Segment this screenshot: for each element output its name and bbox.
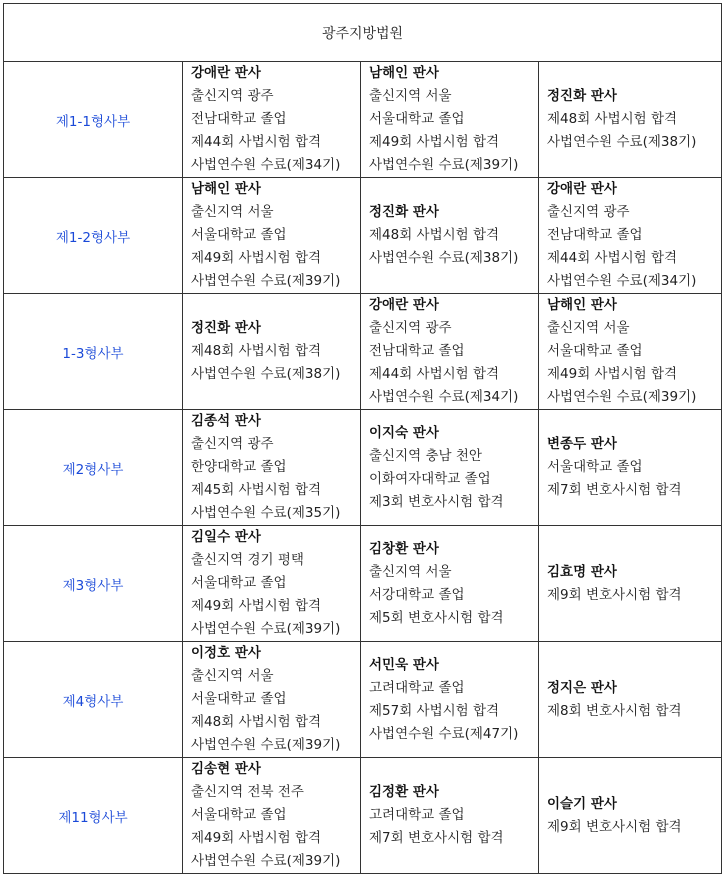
judge-credential: 서울대학교 졸업 <box>191 575 287 591</box>
judge-credential: 한양대학교 졸업 <box>191 459 287 475</box>
judge-cell <box>361 294 539 410</box>
judge-cell <box>183 62 361 178</box>
judge-credential: 사법연수원 수료(제39기) <box>191 621 341 637</box>
department-name: 제2형사부 <box>4 410 183 526</box>
roster-body <box>4 4 722 874</box>
judge-cell <box>539 294 722 410</box>
title-row <box>4 4 722 62</box>
judge-name: 이슬기 판사 <box>547 795 617 812</box>
department-name: 1-3형사부 <box>4 294 183 410</box>
judge-name: 서민욱 판사 <box>369 656 439 673</box>
judge-name: 이정호 판사 <box>191 645 261 661</box>
judge-credential: 고려대학교 졸업 <box>369 807 465 823</box>
judge-cell <box>361 642 539 758</box>
department-name: 제3형사부 <box>4 526 183 642</box>
judge-name: 변종두 판사 <box>547 436 617 452</box>
judge-credential: 서울대학교 졸업 <box>547 459 643 475</box>
judge-cell <box>183 178 361 294</box>
judge-credential: 전남대학교 졸업 <box>547 227 643 243</box>
judge-name: 강애란 판사 <box>191 65 261 81</box>
judge-name: 김종석 판사 <box>191 413 261 429</box>
judge-name: 김정환 판사 <box>369 784 439 800</box>
judge-cell <box>539 526 722 642</box>
judge-credential: 제48회 사법시험 합격 <box>369 227 500 243</box>
judge-credential: 출신지역 광주 <box>191 88 274 104</box>
judge-name: 김송현 판사 <box>191 761 261 777</box>
judge-credential: 출신지역 서울 <box>369 563 452 580</box>
judge-credential: 출신지역 서울 <box>547 320 630 336</box>
judge-credential: 사법연수원 수료(제35기) <box>191 505 341 521</box>
department-name: 제1-1형사부 <box>4 62 183 178</box>
judge-credential: 사법연수원 수료(제38기) <box>191 366 341 382</box>
judge-credential: 이화여자대학교 졸업 <box>369 470 491 487</box>
judge-credential: 제49회 사법시험 합격 <box>191 250 322 266</box>
judge-name: 남해인 판사 <box>369 65 439 81</box>
department-row <box>4 758 722 874</box>
judge-credential: 사법연수원 수료(제38기) <box>547 134 697 150</box>
judge-credential: 사법연수원 수료(제39기) <box>547 389 697 405</box>
judge-cell <box>361 410 539 526</box>
judge-credential: 제48회 사법시험 합격 <box>191 714 322 730</box>
judge-cell <box>183 410 361 526</box>
judge-name: 강애란 판사 <box>369 297 439 313</box>
judge-credential: 고려대학교 졸업 <box>369 679 465 696</box>
department-name: 제11형사부 <box>4 758 183 874</box>
judge-cell <box>539 758 722 874</box>
judge-credential: 사법연수원 수료(제34기) <box>191 157 341 173</box>
judge-credential: 제3회 변호사시험 합격 <box>369 493 504 510</box>
judge-credential: 서울대학교 졸업 <box>191 807 287 823</box>
judge-credential: 제9회 변호사시험 합격 <box>547 586 682 603</box>
judge-credential: 출신지역 광주 <box>191 436 274 452</box>
judge-credential: 제44회 사법시험 합격 <box>547 250 678 266</box>
judge-credential: 출신지역 서울 <box>191 668 274 684</box>
judge-name: 정지은 판사 <box>547 679 617 696</box>
judge-name: 강애란 판사 <box>547 181 617 197</box>
judge-cell <box>361 758 539 874</box>
judge-cell <box>539 410 722 526</box>
judge-credential: 제9회 변호사시험 합격 <box>547 818 682 835</box>
judge-credential: 제49회 사법시험 합격 <box>369 134 500 150</box>
judge-name: 정진화 판사 <box>369 204 439 220</box>
judge-credential: 제49회 사법시험 합격 <box>191 830 322 846</box>
department-row <box>4 410 722 526</box>
judge-name: 남해인 판사 <box>191 181 261 197</box>
judge-name: 김창환 판사 <box>369 540 439 557</box>
judge-credential: 제44회 사법시험 합격 <box>191 134 322 150</box>
judge-credential: 출신지역 서울 <box>369 88 452 104</box>
judge-cell <box>183 758 361 874</box>
judge-name: 정진화 판사 <box>191 320 261 336</box>
judge-credential: 사법연수원 수료(제39기) <box>191 737 341 753</box>
judge-credential: 서울대학교 졸업 <box>191 691 287 707</box>
judge-credential: 제7회 변호사시험 합격 <box>547 482 682 498</box>
department-row <box>4 642 722 758</box>
judge-cell <box>361 62 539 178</box>
judge-credential: 전남대학교 졸업 <box>369 343 465 359</box>
judge-credential: 사법연수원 수료(제39기) <box>191 273 341 289</box>
judge-cell <box>539 642 722 758</box>
judge-credential: 제48회 사법시험 합격 <box>547 111 678 127</box>
judge-credential: 서울대학교 졸업 <box>369 111 465 127</box>
judge-cell <box>361 178 539 294</box>
judge-credential: 제49회 사법시험 합격 <box>191 598 322 614</box>
judge-name: 김일수 판사 <box>191 529 261 545</box>
judge-credential: 서울대학교 졸업 <box>191 227 287 243</box>
judge-cell <box>361 526 539 642</box>
judge-credential: 제5회 변호사시험 합격 <box>369 609 504 626</box>
judge-cell <box>183 642 361 758</box>
judge-cell <box>539 178 722 294</box>
judge-credential: 사법연수원 수료(제34기) <box>369 389 519 405</box>
judge-credential: 사법연수원 수료(제39기) <box>369 157 519 173</box>
judge-credential: 출신지역 서울 <box>191 204 274 220</box>
judge-credential: 제7회 변호사시험 합격 <box>369 830 504 846</box>
judge-credential: 제8회 변호사시험 합격 <box>547 702 682 719</box>
department-row <box>4 62 722 178</box>
judge-cell <box>539 62 722 178</box>
judge-credential: 출신지역 광주 <box>547 204 630 220</box>
department-row <box>4 294 722 410</box>
judge-name: 정진화 판사 <box>547 88 617 104</box>
judge-credential: 사법연수원 수료(제39기) <box>191 853 341 869</box>
judge-cell <box>183 294 361 410</box>
judge-credential: 사법연수원 수료(제47기) <box>369 725 519 742</box>
department-name: 제1-2형사부 <box>4 178 183 294</box>
judge-credential: 제45회 사법시험 합격 <box>191 482 322 498</box>
judge-credential: 출신지역 충남 천안 <box>369 447 482 464</box>
judge-cell <box>183 526 361 642</box>
judge-credential: 제57회 사법시험 합격 <box>369 702 500 719</box>
court-roster-table <box>3 3 722 874</box>
judge-credential: 서강대학교 졸업 <box>369 586 465 603</box>
judge-credential: 사법연수원 수료(제34기) <box>547 273 697 289</box>
judge-name: 남해인 판사 <box>547 297 617 313</box>
judge-credential: 출신지역 광주 <box>369 320 452 336</box>
department-name: 제4형사부 <box>4 642 183 758</box>
judge-name: 이지숙 판사 <box>369 424 439 441</box>
judge-credential: 제49회 사법시험 합격 <box>547 366 678 382</box>
judge-credential: 서울대학교 졸업 <box>547 343 643 359</box>
judge-credential: 사법연수원 수료(제38기) <box>369 250 519 266</box>
department-row <box>4 526 722 642</box>
judge-credential: 출신지역 전북 전주 <box>191 784 304 800</box>
department-row <box>4 178 722 294</box>
judge-credential: 제44회 사법시험 합격 <box>369 366 500 382</box>
judge-credential: 전남대학교 졸업 <box>191 111 287 127</box>
judge-name: 김효명 판사 <box>547 563 617 580</box>
judge-credential: 제48회 사법시험 합격 <box>191 343 322 359</box>
court-title: 광주지방법원 <box>4 4 722 62</box>
judge-credential: 출신지역 경기 평택 <box>191 552 304 568</box>
